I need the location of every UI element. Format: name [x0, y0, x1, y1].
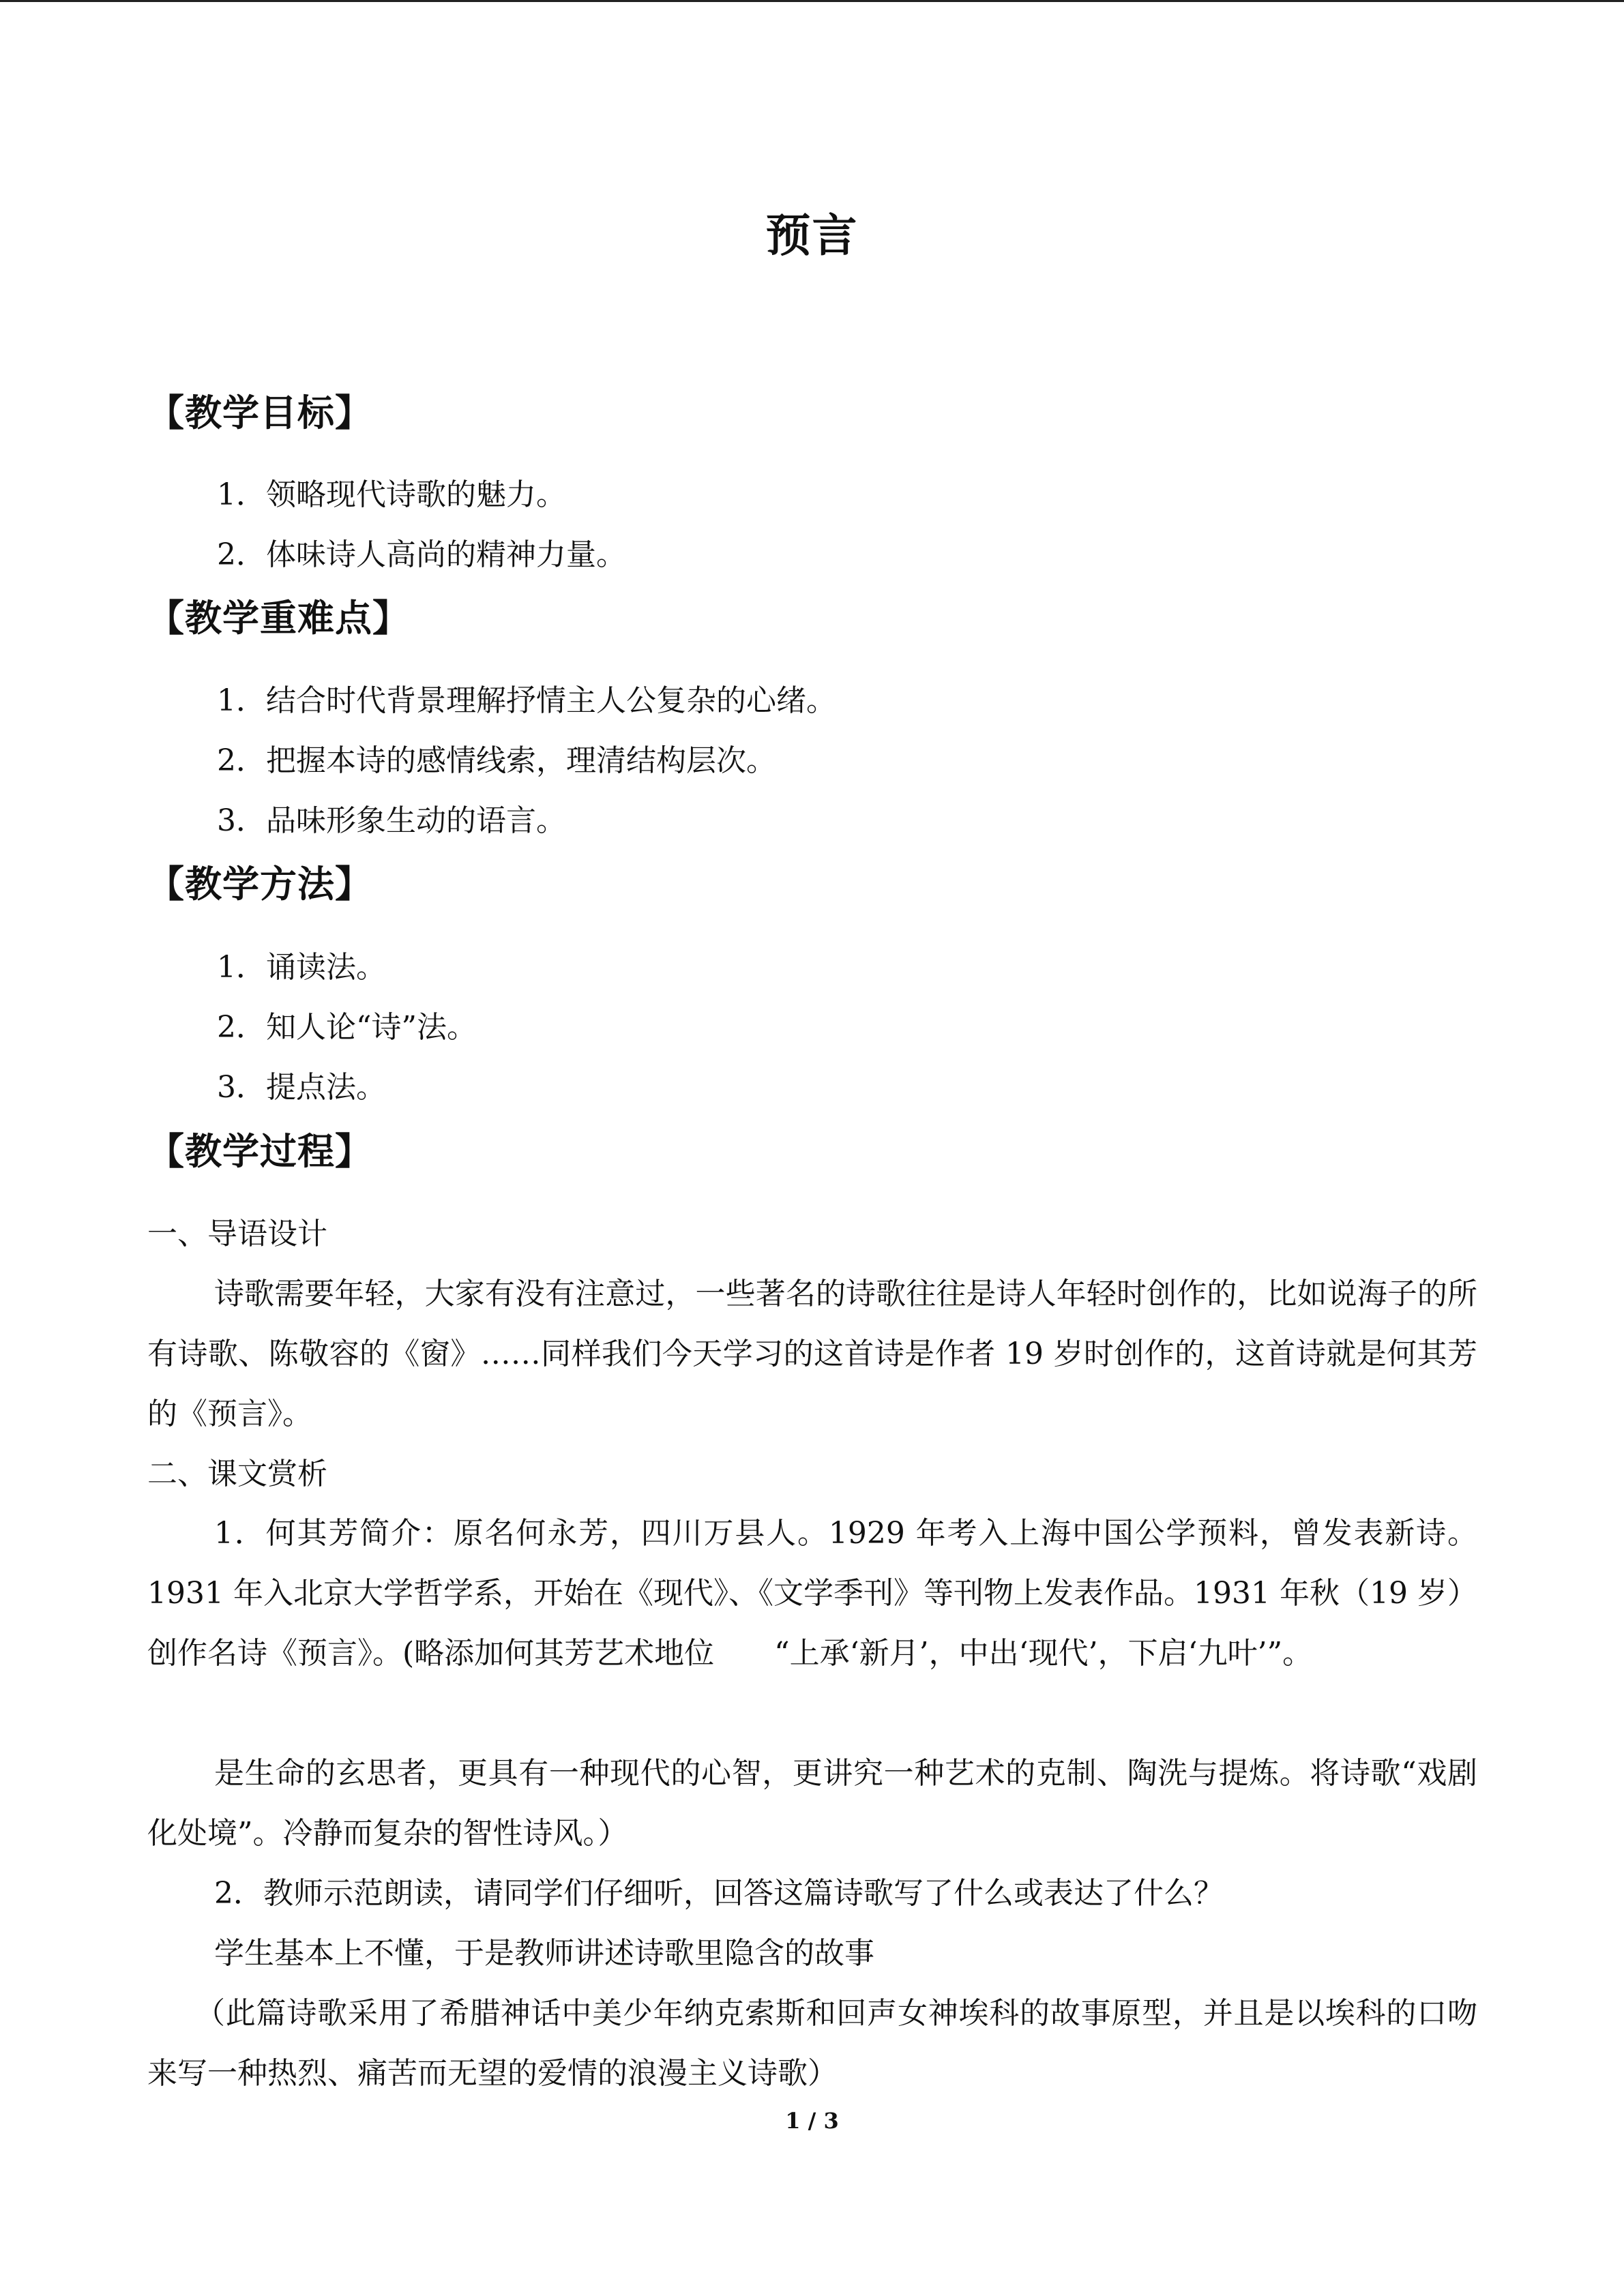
process-part2-paragraph-3: 2．教师示范朗读，请同学们仔细听，回答这篇诗歌写了什么或表达了什么？ — [214, 1876, 1224, 1911]
section-heading-difficulties: 【教学重难点】 — [147, 596, 410, 640]
process-part2-paragraph-1: 1．何其芳简介：原名何永芳，四川万县人。1929 年考入上海中国公学预料，曾发表新诗。1931 年入北京大学哲学系，开始在《现代》、《文学季刊》等刊物上发表作品。1931 年秋（19 岁）创作名诗《预言》。(略添加何其芳艺术地位 “上承‘新月’，中出‘现代’，下启‘九叶’”。 — [147, 1516, 1477, 1671]
goal-item-2: 2．体味诗人高尚的精神力量。 — [217, 537, 626, 572]
section-heading-process: 【教学过程】 — [147, 1129, 372, 1173]
process-part2-paragraph-2: 是生命的玄思者，更具有一种现代的心智，更讲究一种艺术的克制、陶洗与提炼。将诗歌“戏剧化处境”。冷静而复杂的智性诗风。） — [147, 1756, 1477, 1851]
process-part2-paragraph-5: （此篇诗歌采用了希腊神话中美少年纳克索斯和回声女神埃科的故事原型，并且是以埃科的口吻来写一种热烈、痛苦而无望的爱情的浪漫主义诗歌） — [147, 1996, 1477, 2091]
section-heading-goals: 【教学目标】 — [147, 391, 372, 434]
difficulty-item-1: 1．结合时代背景理解抒情主人公复杂的心绪。 — [217, 683, 836, 718]
top-border-line — [0, 0, 1624, 2]
section-heading-methods: 【教学方法】 — [147, 862, 372, 906]
method-item-3: 3．提点法。 — [217, 1070, 386, 1105]
difficulty-item-3: 3．品味形象生动的语言。 — [217, 803, 566, 838]
process-part1-heading: 一、导语设计 — [147, 1217, 327, 1251]
process-part2-paragraph-4: 学生基本上不懂，于是教师讲述诗歌里隐含的故事 — [214, 1936, 874, 1971]
difficulty-item-2: 2．把握本诗的感情线索，理清结构层次。 — [217, 743, 776, 778]
process-part1-paragraph: 诗歌需要年轻，大家有没有注意过，一些著名的诗歌往往是诗人年轻时创作的，比如说海子的所有诗歌、陈敬容的《窗》……同样我们今天学习的这首诗是作者 19 岁时创作的，这首诗就是何其芳的《预言》。 — [147, 1277, 1477, 1431]
process-part2-heading: 二、课文赏析 — [147, 1457, 327, 1491]
document-title: 预言 — [765, 209, 859, 262]
method-item-1: 1．诵读法。 — [217, 950, 386, 985]
page-number: 1 / 3 — [785, 2108, 839, 2134]
goal-item-1: 1．领略现代诗歌的魅力。 — [217, 477, 566, 512]
method-item-2: 2．知人论“诗”法。 — [217, 1010, 477, 1045]
